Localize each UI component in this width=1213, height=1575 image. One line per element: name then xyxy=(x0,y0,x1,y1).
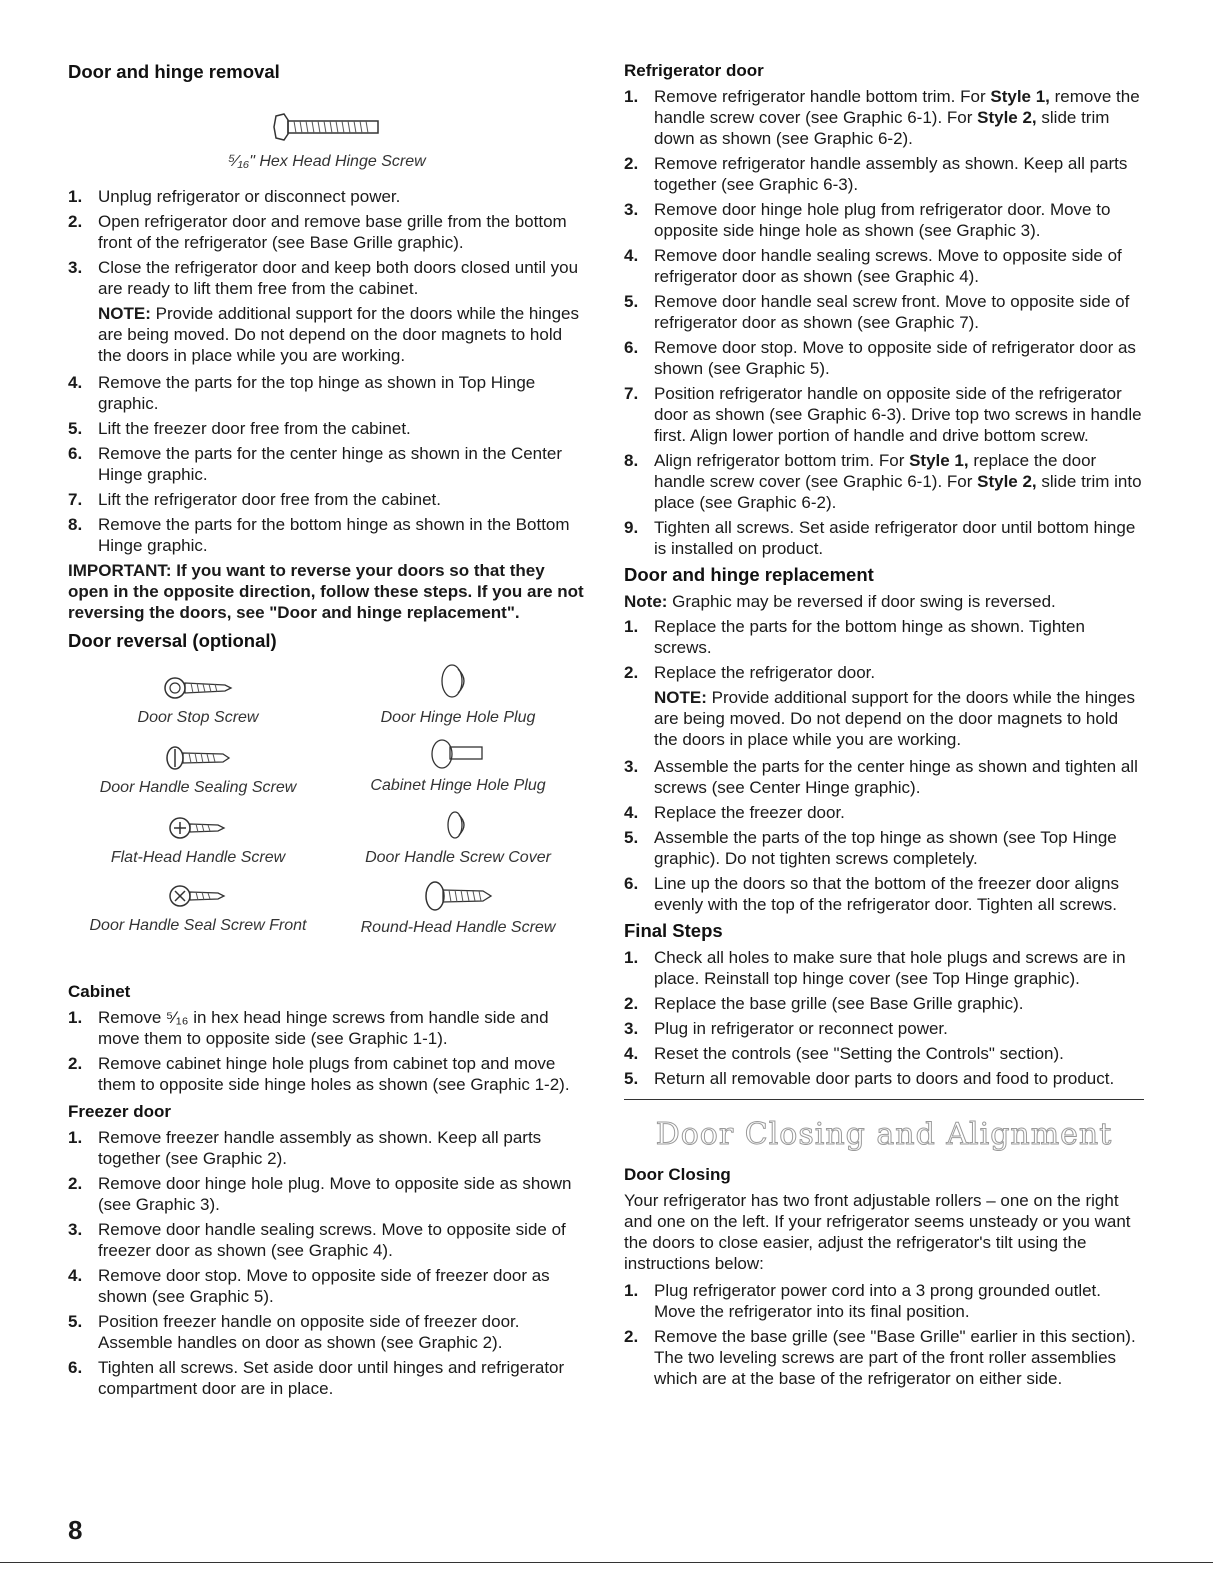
list-item: 4. Remove the parts for the top hinge as shown in Top Hinge graphic. xyxy=(68,373,536,413)
heading-door-hinge-replacement: Door and hinge replacement xyxy=(624,564,874,585)
replacement-steps xyxy=(624,616,1144,683)
list-item: 5. Lift the freezer door free from the cabinet. xyxy=(68,419,411,438)
hex-head-screw-icon xyxy=(272,112,382,142)
list-item: 3. Close the refrigerator door and keep both doors closed until you are ready to lift them free from the cabinet. xyxy=(68,258,579,298)
part-label: Flat-Head Handle Screw xyxy=(110,849,286,866)
list-item: 4. Replace the freezer door. xyxy=(624,803,845,822)
door-hinge-hole-plug-icon xyxy=(438,655,478,703)
list-item: 3. Assemble the parts for the center hinge as shown and tighten all screws (see Center Hinge graphic). xyxy=(624,757,1138,797)
list-item: 6. Line up the doors so that the bottom of the freezer door aligns evenly with the top of the refrigerator door. Tighten all screws. xyxy=(624,874,1119,914)
cabinet-hinge-hole-plug-icon xyxy=(428,737,488,771)
list-item: 5. Return all removable door parts to doors and food to product. xyxy=(624,1069,1115,1088)
list-item: 2. Open refrigerator door and remove base grille from the bottom front of the refrigerator (see Base Grille graphic). xyxy=(68,212,567,252)
door-stop-screw-icon xyxy=(163,673,233,703)
replacement-note: Note: Graphic may be reversed if door swing is reversed. xyxy=(624,592,1056,611)
replacement-steps-continued xyxy=(624,756,1144,915)
part-door-hinge-hole-plug xyxy=(328,655,588,728)
right-column xyxy=(624,60,1144,1393)
list-item: 7. Lift the refrigerator door free from the cabinet. xyxy=(68,490,442,509)
list-item: 6. Remove door stop. Move to opposite side of refrigerator door as shown (see Graphic 5). xyxy=(624,338,1136,378)
list-item: 1. Unplug refrigerator or disconnect power. xyxy=(68,187,401,206)
list-item: 5. Position freezer handle on opposite side of freezer door. Assemble handles on door as shown (see Graphic 2). xyxy=(68,1312,520,1352)
list-item: 8. Remove the parts for the bottom hinge as shown in the Bottom Hinge graphic. xyxy=(68,515,570,555)
list-item: 5. Remove door handle seal screw front. Move to opposite side of refrigerator door as shown (see Graphic 7). xyxy=(624,292,1130,332)
part-flat-head-handle-screw xyxy=(68,813,328,868)
list-item: 9. Tighten all screws. Set aside refrigerator door until bottom hinge is installed on product. xyxy=(624,518,1136,558)
list-item: 6. Remove the parts for the center hinge as shown in the Center Hinge graphic. xyxy=(68,444,562,484)
heading-cabinet: Cabinet xyxy=(68,982,131,1001)
list-item: 2. Replace the refrigerator door. xyxy=(624,663,876,682)
list-item: 1. Plug refrigerator power cord into a 3 prong grounded outlet. Move the refrigerator into its final position. xyxy=(624,1281,1101,1321)
final-steps xyxy=(624,947,1144,1089)
list-item: 2. Remove door hinge hole plug. Move to opposite side as shown (see Graphic 3). xyxy=(68,1174,572,1214)
list-item: 4. Remove door handle sealing screws. Move to opposite side of refrigerator door as shown (see Graphic 4). xyxy=(624,246,1122,286)
list-item: 1. Remove freezer handle assembly as shown. Keep all parts together (see Graphic 2). xyxy=(68,1128,542,1168)
part-label: Door Hinge Hole Plug xyxy=(380,709,536,726)
parts-figure xyxy=(68,667,586,967)
part-label: Door Handle Screw Cover xyxy=(365,849,551,866)
list-item: 3. Remove door handle sealing screws. Move to opposite side of freezer door as shown (see Graphic 4). xyxy=(68,1220,566,1260)
heading-freezer-door: Freezer door xyxy=(68,1102,171,1121)
part-label: Door Handle Sealing Screw xyxy=(99,779,297,796)
part-label: Round-Head Handle Screw xyxy=(360,919,556,936)
heading-door-reversal: Door reversal (optional) xyxy=(68,630,277,651)
part-label: Cabinet Hinge Hole Plug xyxy=(370,777,546,794)
part-door-stop-screw xyxy=(68,673,328,728)
heading-door-hinge-removal: Door and hinge removal xyxy=(68,61,280,82)
door-closing-steps xyxy=(624,1280,1144,1389)
list-item: 2. Remove the base grille (see "Base Grille" earlier in this section). The two leveling screws are part of the front roller assemblies which are at the base of the refrigerator on either side. xyxy=(624,1327,1136,1388)
cabinet-steps xyxy=(68,1007,586,1095)
heading-refrigerator-door: Refrigerator door xyxy=(624,61,764,80)
list-item: 2. Replace the base grille (see Base Grille graphic). xyxy=(624,994,1024,1013)
door-handle-screw-cover-icon xyxy=(443,807,473,843)
list-item: 4. Reset the controls (see "Setting the Controls" section). xyxy=(624,1044,1064,1063)
door-closing-intro: Your refrigerator has two front adjustable rollers – one on the right and one on the left. If your refrigerator seems unsteady or you want the doors to close easier, adjust the refrigerator's tilt using the instructions below: xyxy=(624,1191,1131,1273)
refrigerator-door-steps xyxy=(624,86,1144,559)
part-door-handle-screw-cover xyxy=(328,807,588,868)
list-item: 2. Remove cabinet hinge hole plugs from cabinet top and move them to opposite side hinge holes as shown (see Graphic 1-2). xyxy=(68,1054,570,1094)
door-handle-seal-screw-front-icon xyxy=(168,881,228,911)
list-item: 2. Remove refrigerator handle assembly as shown. Keep all parts together (see Graphic 6-3). xyxy=(624,154,1128,194)
part-round-head-handle-screw xyxy=(328,879,588,938)
list-item: 5. Assemble the parts of the top hinge as shown (see Top Hinge graphic). Do not tighten screws completely. xyxy=(624,828,1117,868)
removal-steps xyxy=(68,186,586,299)
part-door-handle-seal-screw-front xyxy=(68,881,328,936)
part-cabinet-hinge-hole-plug xyxy=(328,737,588,796)
round-head-handle-screw-icon xyxy=(423,879,493,913)
list-item: 3. Remove door hinge hole plug from refrigerator door. Move to opposite side hinge hole as shown (see Graphic 3). xyxy=(624,200,1111,240)
list-item: 3. Plug in refrigerator or reconnect power. xyxy=(624,1019,948,1038)
replacement-support-note: NOTE: Provide additional support for the doors while the hinges are being moved. Do not depend on the door magnets to hold the doors in place while you are working. xyxy=(654,688,1135,749)
list-item: 1. Remove refrigerator handle bottom trim. For Style 1, remove the handle screw cover (see Graphic 6-1). For Style 2, slide trim down as shown (see Graphic 6-2). xyxy=(624,87,1140,148)
section-title-door-closing-alignment: Door Closing and Alignment xyxy=(655,1117,1113,1152)
footer-rule xyxy=(0,1562,1213,1563)
door-handle-sealing-screw-icon xyxy=(163,743,233,773)
flat-head-handle-screw-icon xyxy=(168,813,228,843)
part-door-handle-sealing-screw xyxy=(68,743,328,798)
freezer-steps xyxy=(68,1127,586,1399)
part-label: Door Stop Screw xyxy=(137,709,259,726)
list-item: 1. Check all holes to make sure that hole plugs and screws are in place. Reinstall top hinge cover (see Top Hinge graphic). xyxy=(624,948,1126,988)
heading-door-closing: Door Closing xyxy=(624,1165,731,1184)
left-column xyxy=(68,60,586,1403)
list-item: 4. Remove door stop. Move to opposite side of freezer door as shown (see Graphic 5). xyxy=(68,1266,550,1306)
heading-final-steps: Final Steps xyxy=(624,920,723,941)
hex-head-screw-caption: ⁵⁄₁₆" Hex Head Hinge Screw xyxy=(228,153,426,170)
important-notice: IMPORTANT: If you want to reverse your doors so that they open in the opposite direction, follow these steps. If you are not reversing the doors, see "Door and hinge replacement". xyxy=(68,561,584,622)
list-item: 7. Position refrigerator handle on opposite side of the refrigerator door as shown (see Graphic 6-3). Drive top two screws in handle first. Align lower portion of handle and drive bottom screw. xyxy=(624,384,1142,445)
part-label: Door Handle Seal Screw Front xyxy=(89,917,307,934)
list-item: 8. Align refrigerator bottom trim. For Style 1, replace the door handle screw cover (see Graphic 6-1). For Style 2, slide trim into place (see Graphic 6-2). xyxy=(624,451,1142,512)
list-item: 6. Tighten all screws. Set aside door until hinges and refrigerator compartment door are in place. xyxy=(68,1358,565,1398)
page-number: 8 xyxy=(68,1515,83,1545)
list-item: 1. Remove ⁵⁄₁₆ in hex head hinge screws from handle side and move them to opposite side (see Graphic 1-1). xyxy=(68,1008,549,1048)
section-divider xyxy=(624,1099,1144,1100)
removal-steps-continued xyxy=(68,372,586,556)
removal-note: NOTE: Provide additional support for the doors while the hinges are being moved. Do not depend on the door magnets to hold the doors in place while you are working. xyxy=(98,304,579,365)
list-item: 1. Replace the parts for the bottom hinge as shown. Tighten screws. xyxy=(624,617,1085,657)
hex-head-screw-figure xyxy=(68,112,586,147)
